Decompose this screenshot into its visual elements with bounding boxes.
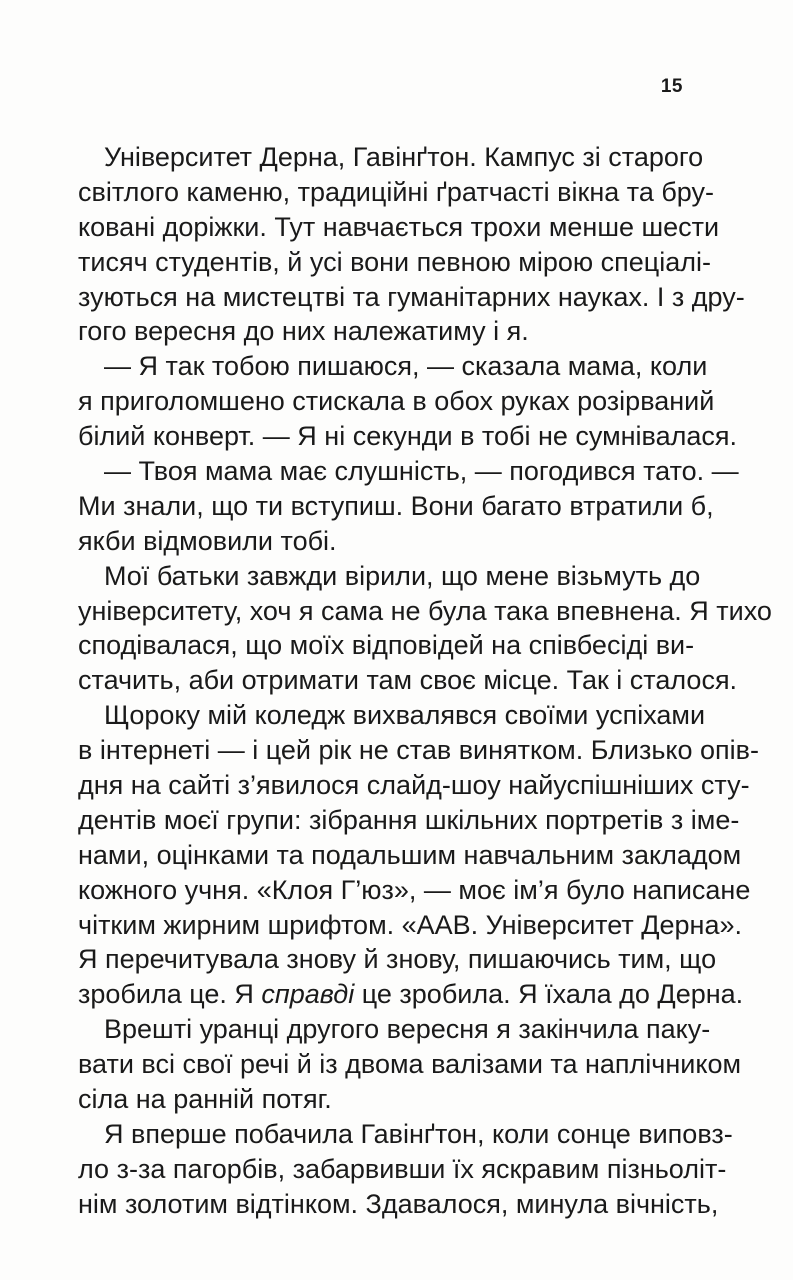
text-line: ковані доріжки. Тут навчається трохи менше шести: [78, 211, 720, 242]
text-line: зуються на мистецтві та гуманітарних науках. І з дру-: [78, 281, 745, 312]
text-line: ло з-за пагорбів, забарвивши їх яскравим пізньоліт-: [78, 1153, 727, 1184]
text-line: дня на сайті з’явилося слайд-шоу найуспішніших сту-: [78, 770, 750, 801]
text-segment: це зробила. Я їхала до Дерна.: [354, 979, 744, 1010]
text-line: Щороку мій коледж вихвалявся своїми успіхами: [104, 700, 706, 731]
text-line: університету, хоч я сама не була така впевнена. Я тихо: [78, 595, 772, 626]
text-line: гого вересня до них належатиму і я.: [78, 316, 529, 347]
text-line: Мої батьки завжди вірили, що мене візьмуть до: [104, 560, 701, 591]
page-number: 15: [660, 76, 683, 97]
text-line: Я перечитувала знову й знову, пишаючись тим, що: [78, 944, 717, 975]
text-line: — Я так тобою пишаюся, — сказала мама, коли: [104, 351, 708, 382]
text-line: світлого каменю, традиційні ґратчасті вікна та бру-: [78, 176, 715, 207]
text-line: Ми знали, що ти вступиш. Вони багато втратили б,: [78, 490, 714, 521]
text-line: нами, оцінками та подальшим навчальним закладом: [78, 839, 742, 870]
text-line: сіла на ранній потяг.: [78, 1084, 332, 1115]
text-line: сподівалася, що моїх відповідей на співбесіді ви-: [78, 630, 695, 661]
text-line: кожного учня. «Клоя Г’юз», — моє ім’я було написане: [78, 874, 751, 905]
text-line: — Твоя мама має слушність, — погодився тато. —: [104, 456, 739, 487]
text-line: Університет Дерна, Гавінґтон. Кампус зі старого: [104, 142, 704, 172]
text-line: чітким жирним шрифтом. «ААВ. Університет Дерна».: [78, 909, 742, 940]
text-line: в інтернеті — і цей рік не став винятком. Близько опів-: [78, 735, 760, 766]
text-line: нім золотим відтінком. Здавалося, минула вічність,: [78, 1188, 719, 1219]
text-line: дентів моєї групи: зібрання шкільних портретів з іме-: [78, 804, 740, 835]
text-line: білий конверт. — Я ні секунди в тобі не сумнівалася.: [78, 421, 738, 452]
text-line: [78, 977, 744, 1012]
text-segment: зробила це. Я: [78, 979, 262, 1010]
body-text: [78, 140, 772, 1222]
emphasis-text: справді: [261, 979, 355, 1010]
text-line: я приголомшено стискала в обох руках розірваний: [78, 386, 715, 417]
text-line: стачить, аби отримати там своє місце. Так і сталося.: [78, 665, 738, 696]
text-line: вати всі свої речі й із двома валізами та наплічником: [78, 1049, 742, 1080]
text-line: якби відмовили тобі.: [78, 525, 337, 556]
text-line: Врешті уранці другого вересня я закінчила паку-: [104, 1014, 711, 1045]
text-line: Я вперше побачила Гавінґтон, коли сонце виповз-: [104, 1118, 733, 1149]
text-line: тисяч студентів, й усі вони певною мірою спеціалі-: [78, 246, 711, 277]
